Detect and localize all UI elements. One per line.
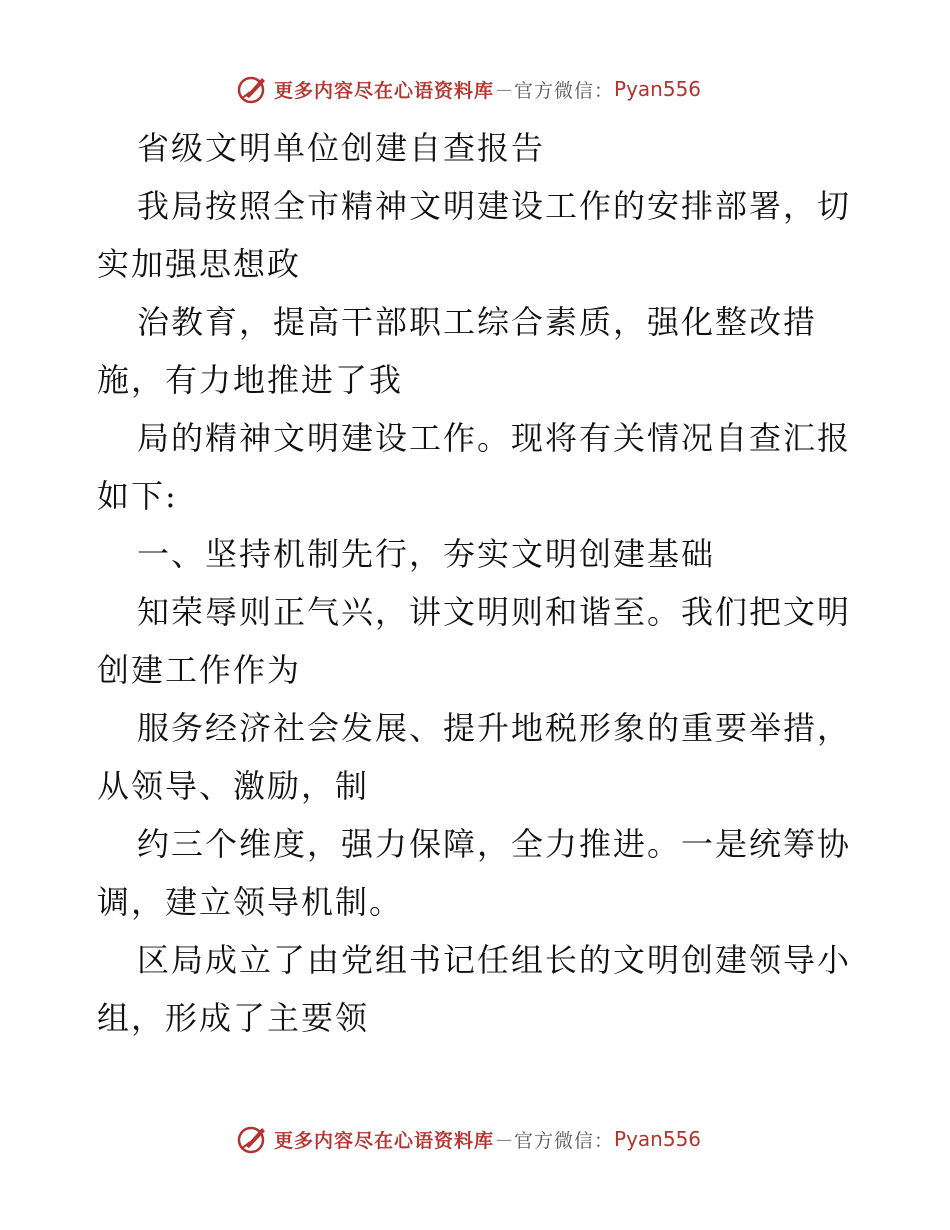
text-line: 区局成立了由党组书记任组长的文明创建领导小 [137, 941, 852, 979]
text-line: 施，有力地推进了我 [97, 361, 404, 399]
banner-wechat-label: 官方微信： [514, 79, 615, 102]
document-body [97, 119, 857, 1047]
text-line: 服务经济社会发展、提升地税形象的重要举措， [137, 709, 852, 747]
text-line: 创建工作作为 [97, 651, 302, 689]
banner-title: 更多内容尽在心语资料库 [274, 1129, 495, 1152]
footer-banner [236, 1122, 701, 1156]
text-line: 从领导、激励，制 [97, 767, 370, 805]
quill-logo-icon [236, 1122, 270, 1156]
text-line: 一、坚持机制先行，夯实文明创建基础 [137, 535, 716, 573]
banner-dash: — [496, 79, 513, 99]
text-line: 省级文明单位创建自查报告 [137, 129, 546, 167]
text-line: 治教育，提高干部职工综合素质，强化整改措 [137, 303, 818, 341]
text-line: 组，形成了主要领 [97, 999, 370, 1037]
banner-dash: — [496, 1129, 513, 1149]
header-banner [236, 72, 701, 106]
banner-wechat-id: Pyan556 [614, 77, 702, 101]
banner-wechat-id: Pyan556 [614, 1127, 702, 1151]
quill-logo-icon [236, 72, 270, 106]
text-line: 调，建立领导机制。 [97, 883, 404, 921]
text-line: 知荣辱则正气兴，讲文明则和谐至。我们把文明 [137, 593, 852, 631]
banner-title: 更多内容尽在心语资料库 [274, 79, 495, 102]
banner-wechat-label: 官方微信： [514, 1129, 615, 1152]
text-line: 实加强思想政 [97, 245, 302, 283]
text-line: 约三个维度，强力保障，全力推进。一是统筹协 [137, 825, 852, 863]
text-line: 如下: [97, 477, 178, 515]
text-line: 局的精神文明建设工作。现将有关情况自查汇报 [137, 419, 852, 457]
text-line: 我局按照全市精神文明建设工作的安排部署，切 [137, 187, 852, 225]
